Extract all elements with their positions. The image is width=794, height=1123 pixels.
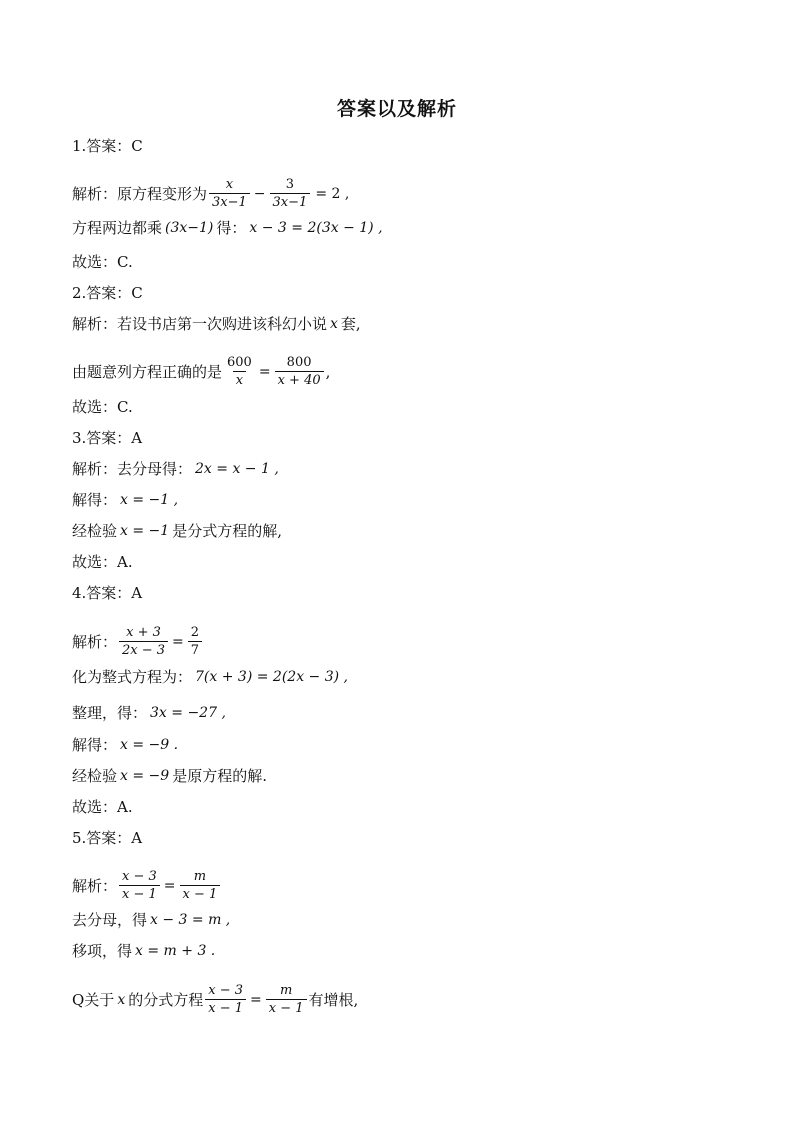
- q2-analysis-prefix: 解析：若设书店第一次购进该科幻小说: [72, 315, 328, 333]
- q4-analysis: [72, 624, 204, 659]
- equals-sign: =: [258, 363, 271, 380]
- q5-step4-mid: 的分式方程: [128, 990, 204, 1009]
- q5-step4-variable: x: [117, 991, 126, 1008]
- q1-f2-numerator: 3: [285, 177, 295, 192]
- q5-step4-lead: Q关于: [72, 990, 115, 1009]
- q5-fraction-3: [205, 982, 246, 1017]
- q5-fraction-1: [119, 868, 160, 903]
- q4-step4-prefix: 解得：: [72, 736, 118, 754]
- q4-f1-numerator: x + 3: [126, 625, 161, 640]
- q1-f1-denominator: 3x−1: [209, 193, 250, 211]
- q4-step2-equation: 7(x + 3) = 2(2x − 3) ,: [195, 669, 348, 685]
- q5-f4-denominator: x − 1: [266, 999, 307, 1017]
- q2-answer: 2.答案：C: [72, 284, 143, 302]
- q1-analysis: [72, 176, 352, 211]
- q1-answer: 1.答案：C: [72, 137, 143, 155]
- q2-eq-suffix: ,: [325, 362, 331, 381]
- q4-f1-denominator: 2x − 3: [119, 641, 168, 659]
- q4-f2-numerator: 2: [190, 625, 200, 640]
- q3-step1: [72, 459, 282, 479]
- q5-step4: [72, 982, 358, 1017]
- q2-f2-numerator: 800: [286, 355, 312, 370]
- q3-step3-equation: x = −1: [120, 523, 170, 539]
- q4-answer: 4.答案：A: [72, 584, 143, 602]
- q1-choose: 故选：C.: [72, 253, 133, 271]
- q5-step2-equation: x − 3 = m ,: [150, 912, 231, 928]
- q1-analysis-prefix: 解析：原方程变形为: [72, 184, 208, 203]
- q4-analysis-prefix: 解析：: [72, 632, 118, 651]
- q3-step1-equation: 2x = x − 1 ,: [195, 461, 279, 477]
- q3-step2-equation: x = −1 ,: [120, 492, 179, 508]
- q4-step4-equation: x = −9 .: [120, 737, 179, 753]
- q3-choose: 故选：A.: [72, 553, 133, 571]
- q2-variable: x: [330, 316, 338, 332]
- q4-step2: [72, 667, 351, 687]
- q4-fraction-2: [188, 624, 202, 659]
- q1-step2-equation: x − 3 = 2(3x − 1) ,: [249, 220, 383, 236]
- minus-sign: −: [253, 185, 266, 202]
- q3-answer: 3.答案：A: [72, 429, 143, 447]
- q4-fraction-1: [119, 624, 168, 659]
- q4-step5-prefix: 经检验: [72, 767, 118, 785]
- q4-step3-prefix: 整理，得：: [72, 704, 148, 722]
- q3-step3-prefix: 经检验: [72, 522, 118, 540]
- q1-f1-numerator: x: [225, 177, 234, 192]
- q5-fraction-4: [266, 982, 307, 1017]
- q5-f4-numerator: m: [279, 983, 293, 998]
- q1-step2: [72, 218, 386, 238]
- q2-analysis-suffix: 套,: [340, 315, 361, 333]
- q2-fraction-1: [224, 354, 255, 389]
- q5-analysis: [72, 868, 222, 903]
- q5-f3-numerator: x − 3: [208, 983, 243, 998]
- q5-f3-denominator: x − 1: [205, 999, 246, 1017]
- q1-step2-prefix: 方程两边都乘: [72, 219, 163, 237]
- equals-sign: =: [250, 991, 262, 1008]
- equals-sign: =: [163, 877, 176, 894]
- q4-step3-equation: 3x = −27 ,: [150, 705, 226, 721]
- q2-choose: 故选：C.: [72, 398, 133, 416]
- q1-fraction-1: [209, 176, 250, 211]
- q5-step3: [72, 941, 218, 961]
- q2-fraction-2: [275, 354, 324, 389]
- q5-f1-numerator: x − 3: [122, 869, 157, 884]
- q2-f2-denominator: x + 40: [275, 371, 324, 389]
- q5-fraction-2: [180, 868, 221, 903]
- q1-fraction-2: [270, 176, 311, 211]
- q2-f1-numerator: 600: [227, 355, 252, 370]
- q4-step2-prefix: 化为整式方程为：: [72, 668, 193, 686]
- q4-step5-suffix: 是原方程的解.: [172, 767, 267, 785]
- q5-f1-denominator: x − 1: [119, 885, 160, 903]
- q4-f2-denominator: 7: [188, 641, 202, 659]
- q4-step4: [72, 735, 181, 755]
- q2-eq-prefix: 由题意列方程正确的是: [72, 362, 223, 381]
- equals-sign: =: [172, 633, 184, 650]
- q1-f2-denominator: 3x−1: [270, 193, 311, 211]
- q4-step5-equation: x = −9: [120, 768, 170, 784]
- q4-step5: [72, 766, 267, 786]
- q1-step2-mid: 得：: [216, 219, 247, 237]
- q2-analysis: [72, 314, 361, 334]
- q3-step2: [72, 490, 181, 510]
- q4-step3: [72, 703, 229, 723]
- q5-step4-suffix: 有增根,: [308, 990, 359, 1009]
- q3-step2-prefix: 解得：: [72, 491, 118, 509]
- q3-step1-prefix: 解析：去分母得：: [72, 460, 193, 478]
- q5-step2-prefix: 去分母，得: [72, 911, 148, 929]
- q5-f2-numerator: m: [193, 869, 207, 884]
- q2-equation-line: [72, 354, 330, 389]
- q5-step2: [72, 910, 233, 930]
- q1-eq-rhs: = 2 ,: [315, 185, 350, 202]
- q5-step3-equation: x = m + 3 .: [135, 943, 216, 959]
- q3-step3: [72, 521, 282, 541]
- q5-answer: 5.答案：A: [72, 829, 143, 847]
- q4-choose: 故选：A.: [72, 798, 133, 816]
- q5-analysis-prefix: 解析：: [72, 876, 118, 895]
- page-title: 答案以及解析: [336, 98, 457, 120]
- q3-step3-suffix: 是分式方程的解,: [172, 522, 282, 540]
- q5-f2-denominator: x − 1: [180, 885, 221, 903]
- q2-f1-denominator: x: [233, 371, 246, 389]
- q5-step3-prefix: 移项，得: [72, 942, 133, 960]
- q1-step2-factor: (3x−1): [165, 220, 214, 236]
